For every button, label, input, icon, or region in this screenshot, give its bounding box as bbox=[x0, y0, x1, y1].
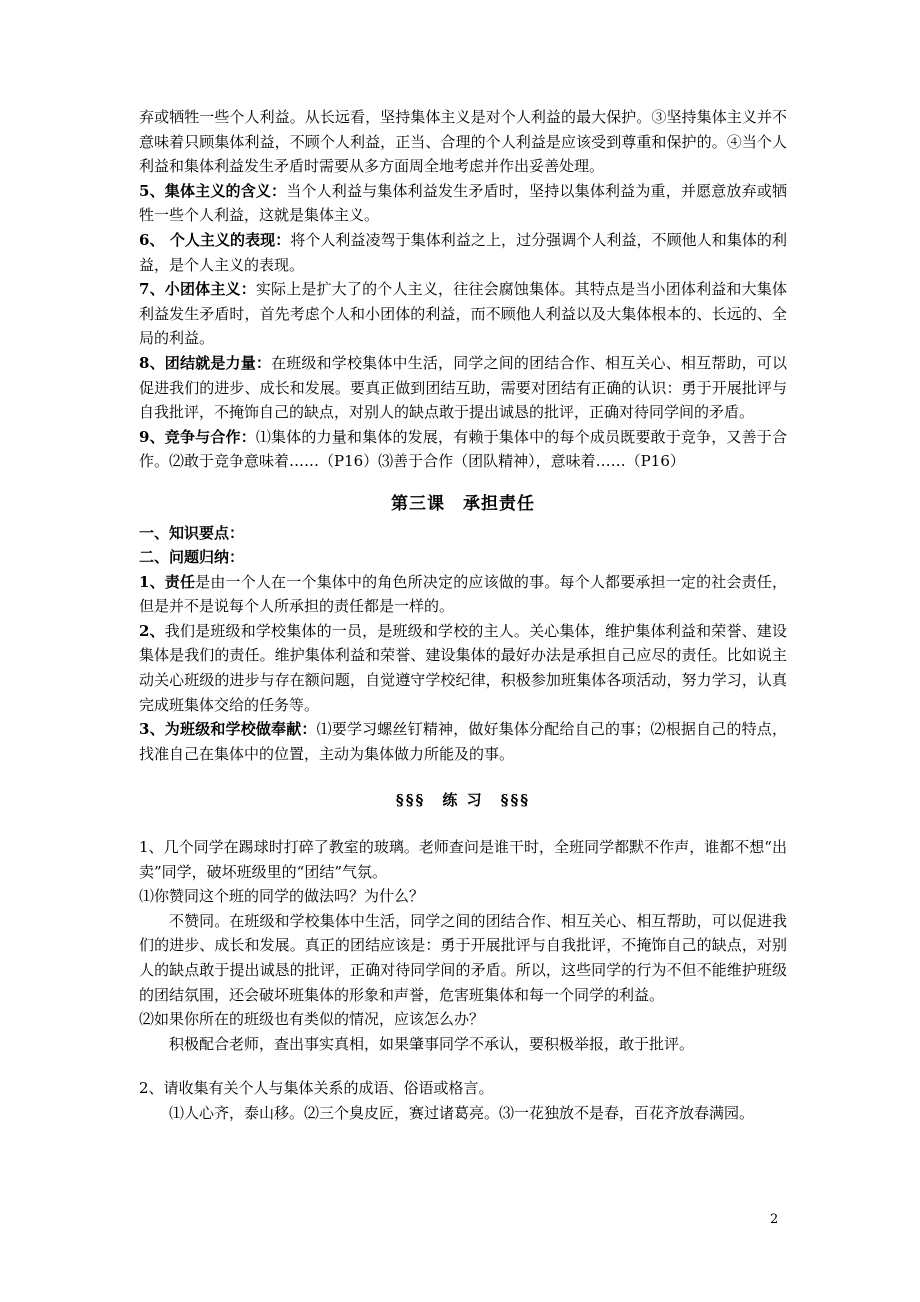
lesson-title: 第三课 承担责任 bbox=[391, 493, 535, 514]
page-number: 2 bbox=[770, 1212, 779, 1227]
item-b1 bbox=[139, 570, 787, 619]
item-text: 在班级和学校集体中生活，同学之间的团结合作、相互关心、相互帮助，可以促进我们的进步、成长和发展。要真正做到团结互助，需要对团结有正确的认识：勇于开展批评与自我批评，不掩饰自己的缺点，对别人的缺点敢于提出诚恳的批评，正确对待同学间的矛盾。 bbox=[139, 353, 787, 422]
question-2-answer: ⑴人心齐，泰山移。⑵三个臭皮匠，赛过诸葛亮。⑶一花独放不是春，百花齐放春满园。 bbox=[169, 1103, 755, 1122]
item-text: 将个人利益凌驾于集体利益之上，过分强调个人利益，不顾他人和集体的利益，是个人主义的表现。 bbox=[139, 230, 787, 274]
spacer bbox=[139, 1056, 787, 1076]
item-text: ⑴要学习螺丝钉精神，做好集体分配给自己的事；⑵根据自己的特点，找准自己在集体中的位置，主动为集体做力所能及的事。 bbox=[139, 720, 787, 763]
question-1-answer-1: 不赞同。在班级和学校集体中生活，同学之间的团结合作、相互关心、相互帮助，可以促进我们的进步、成长和发展。真正的团结应该是：勇于开展批评与自我批评，不掩饰自己的缺点，对别人的缺点敢于提出诚恳的批评，正确对待同学间的矛盾。所以，这些同学的行为不但不能维护班级的团结氛围，还会破坏班集体的形象和声誉，危害班集体和每一个同学的利益。 bbox=[139, 911, 787, 1004]
section-heading-questions: 二、问题归纳： bbox=[139, 548, 245, 567]
item-label: 5、集体主义的含义： bbox=[139, 181, 287, 200]
item-label: 3、为班级和学校做奉献： bbox=[139, 720, 317, 739]
item-text: 当个人利益与集体利益发生矛盾时，坚持以集体利益为重，并愿意放弃或牺牲一些个人利益，这就是集体主义。 bbox=[139, 181, 787, 225]
item-label: 2、 bbox=[139, 621, 165, 640]
question-2: 2、请收集有关个人与集体关系的成语、俗语或格言。 bbox=[139, 1079, 494, 1098]
item-label: 6、 个人主义的表现： bbox=[139, 230, 291, 249]
item-label: 7、小团体主义： bbox=[139, 280, 256, 299]
item-7 bbox=[139, 277, 787, 351]
item-b2 bbox=[139, 619, 787, 717]
question-1: 1、几个同学在踢球时打碎了教室的玻璃。老师查问是谁干时，全班同学都默不作声，谁都不想“出卖”同学，破坏班级里的“团结”气氛。 bbox=[139, 838, 787, 881]
item-5 bbox=[139, 179, 787, 228]
item-text: ⑴集体的力量和集体的发展，有赖于集体中的每个成员既要敢于竞争，又善于合作。⑵敢于竞争意味着……（P16）⑶善于合作（团队精神），意味着……（P16） bbox=[139, 427, 787, 471]
section-heading-knowledge: 一、知识要点： bbox=[139, 523, 245, 542]
intro-paragraph: 弃或牺牲一些个人利益。从长远看，坚持集体主义是对个人利益的最大保护。③坚持集体主义并不意味着只顾集体利益，不顾个人利益，正当、合理的个人利益是应该受到尊重和保护的。④当个人利益和集体利益发生矛盾时需要从多方面周全地考虑并作出妥善处理。 bbox=[139, 108, 787, 176]
item-label: 9、竞争与合作： bbox=[139, 427, 256, 446]
item-b3 bbox=[139, 717, 787, 766]
item-text: 是由一个人在一个集体中的角色所决定的应该做的事。每个人都要承担一定的社会责任，但是并不是说每个人所承担的责任都是一样的。 bbox=[139, 572, 787, 616]
item-8 bbox=[139, 351, 787, 425]
question-1-sub-2: ⑵如果你所在的班级也有类似的情况，应该怎么办？ bbox=[139, 1010, 485, 1029]
question-1-answer-2: 积极配合老师，查出事实真相，如果肇事同学不承认，要积极举报，敢于批评。 bbox=[169, 1034, 695, 1053]
practice-title: §§§ 练 习 §§§ bbox=[395, 791, 531, 810]
item-label: 8、团结就是力量： bbox=[139, 353, 272, 372]
item-text: 我们是班级和学校集体的一员，是班级和学校的主人。关心集体，维护集体利益和荣誉、建设集体是我们的责任。维护集体利益和荣誉、建设集体的最好办法是承担自己应尽的责任。比如说主动关心班级的进步与存在额问题，自觉遵守学校纪律，积极参加班集体各项活动，努力学习，认真完成班集体交给的任务等。 bbox=[139, 621, 787, 714]
document-page bbox=[139, 105, 787, 1126]
item-9 bbox=[139, 425, 787, 474]
item-6 bbox=[139, 228, 787, 277]
item-text: 实际上是扩大了的个人主义，往往会腐蚀集体。其特点是当小团体利益和大集体利益发生矛盾时，首先考虑个人和小团体的利益，而不顾他人利益以及大集体根本的、长远的、全局的利益。 bbox=[139, 280, 787, 348]
item-label: 1、责任 bbox=[139, 572, 196, 591]
question-1-sub-1: ⑴你赞同这个班的同学的做法吗？为什么？ bbox=[139, 887, 425, 906]
